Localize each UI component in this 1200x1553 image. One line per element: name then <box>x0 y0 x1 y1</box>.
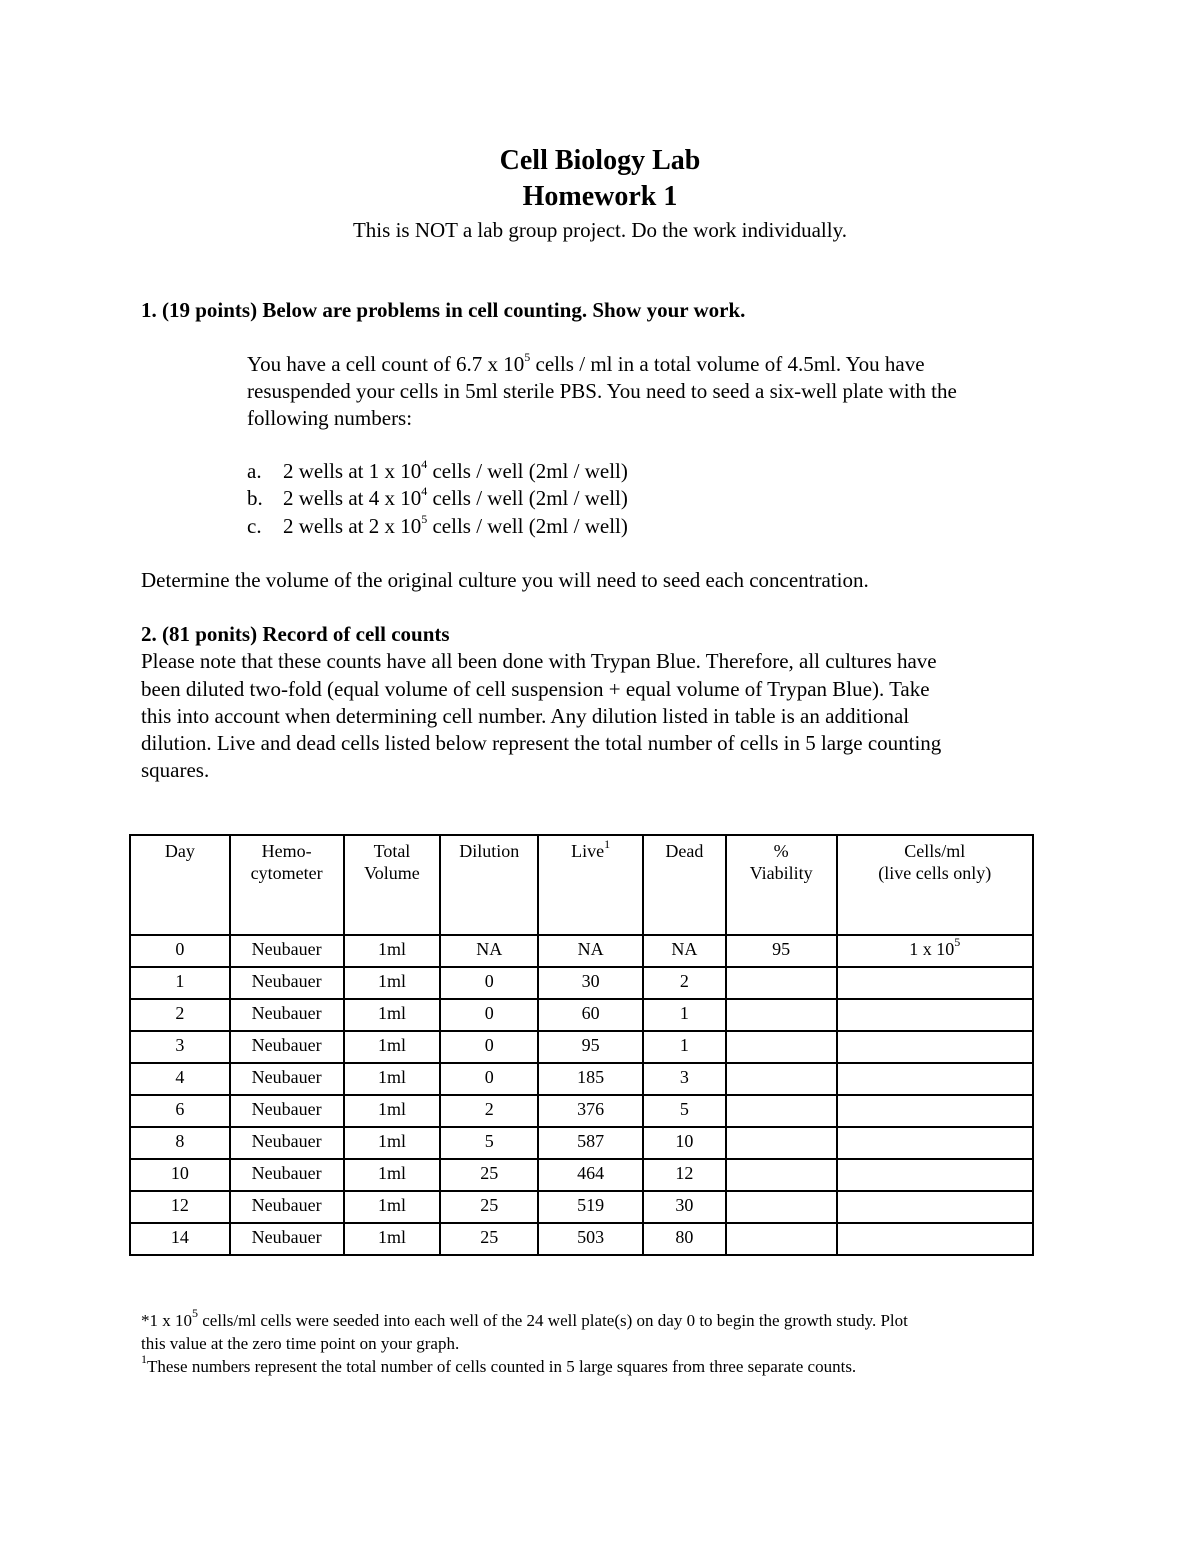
cell-volume: 1ml <box>344 1095 441 1127</box>
q1-list-item <box>247 513 628 540</box>
cell-cells-per-ml[interactable] <box>837 1031 1033 1063</box>
cell-viability[interactable] <box>726 1159 837 1191</box>
cell-dead: 1 <box>643 1031 726 1063</box>
cell-dilution: 0 <box>440 1063 538 1095</box>
cell-volume: 1ml <box>344 999 441 1031</box>
table-header-row <box>130 835 1033 935</box>
table-row <box>130 999 1033 1031</box>
footnote-exp: 5 <box>192 1306 198 1321</box>
list-text: 2 wells at 1 x 10 <box>283 459 422 483</box>
q2-para-line: Please note that these counts have all been done with Trypan Blue. Therefore, all cultures have <box>141 649 937 673</box>
q1-list-item <box>247 485 628 512</box>
cell-viability[interactable] <box>726 1223 837 1255</box>
cell-viability[interactable] <box>726 967 837 999</box>
cell-hemocytometer: Neubauer <box>230 999 344 1031</box>
list-letter: c. <box>247 514 262 538</box>
table-row <box>130 1191 1033 1223</box>
q2-heading: 2. (81 ponits) Record of cell counts <box>141 622 450 646</box>
cell-hemocytometer: Neubauer <box>230 935 344 967</box>
header-text: Viability <box>749 863 813 883</box>
q1-intro-a: You have a cell count of 6.7 x 10 <box>247 352 525 376</box>
cell-hemocytometer: Neubauer <box>230 1095 344 1127</box>
cell-dead: 30 <box>643 1191 726 1223</box>
cell-cells-per-ml[interactable] <box>837 967 1033 999</box>
q2-para-line: been diluted two-fold (equal volume of cell suspension + equal volume of Trypan Blue). Take <box>141 677 930 701</box>
cell-volume: 1ml <box>344 1223 441 1255</box>
cell-dilution: 25 <box>440 1223 538 1255</box>
page-title: Cell Biology Lab <box>499 145 701 176</box>
cell-hemocytometer: Neubauer <box>230 1063 344 1095</box>
cell-dilution: 0 <box>440 999 538 1031</box>
list-text: 2 wells at 2 x 10 <box>283 514 422 538</box>
cell-cells-per-ml[interactable] <box>837 1159 1033 1191</box>
cell-live: NA <box>538 935 643 967</box>
cell-hemocytometer: Neubauer <box>230 1159 344 1191</box>
cell-hemocytometer: Neubauer <box>230 1223 344 1255</box>
header-viability <box>726 835 837 935</box>
cell-day: 14 <box>130 1223 230 1255</box>
cell-day: 12 <box>130 1191 230 1223</box>
cell-day: 3 <box>130 1031 230 1063</box>
cell-day: 10 <box>130 1159 230 1191</box>
cell-dead: 5 <box>643 1095 726 1127</box>
instruction-text: This is NOT a lab group project. Do the work individually. <box>352 218 847 242</box>
cell-dilution: 0 <box>440 967 538 999</box>
list-exp: 4 <box>421 457 428 471</box>
cell-day: 0 <box>130 935 230 967</box>
cell-dilution: 5 <box>440 1127 538 1159</box>
cell-day: 8 <box>130 1127 230 1159</box>
q1-intro-line2: resuspended your cells in 5ml sterile PBS. You need to seed a six-well plate with the <box>247 379 957 403</box>
cell-volume: 1ml <box>344 1191 441 1223</box>
header-text: (live cells only) <box>878 863 992 883</box>
cell-dead: 1 <box>643 999 726 1031</box>
list-letter: b. <box>247 486 263 510</box>
cell-volume: 1ml <box>344 935 441 967</box>
cell-dead: 3 <box>643 1063 726 1095</box>
header-text: cytometer <box>250 863 323 883</box>
cell-day: 2 <box>130 999 230 1031</box>
list-text: cells / well (2ml / well) <box>427 514 628 538</box>
header-text: Hemo- <box>261 841 312 861</box>
cell-dilution: NA <box>440 935 538 967</box>
cell-cells-per-ml[interactable] <box>837 999 1033 1031</box>
cell-dead: 10 <box>643 1127 726 1159</box>
header-dead <box>643 835 726 935</box>
q1-intro-b: cells / ml in a total volume of 4.5ml. You have <box>530 352 925 376</box>
header-text: Day <box>164 841 195 861</box>
list-exp: 4 <box>421 484 428 498</box>
footnote-text: These numbers represent the total number of cells counted in 5 large squares from three separate counts. <box>147 1357 857 1376</box>
cell-volume: 1ml <box>344 1127 441 1159</box>
cell-day: 6 <box>130 1095 230 1127</box>
cell-hemocytometer: Neubauer <box>230 1031 344 1063</box>
cell-dead: NA <box>643 935 726 967</box>
table-row <box>130 935 1033 967</box>
q1-list-item <box>247 458 628 485</box>
cell-live: 60 <box>538 999 643 1031</box>
header-hemocytometer <box>230 835 344 935</box>
cell-volume: 1ml <box>344 967 441 999</box>
list-text: 2 wells at 4 x 10 <box>283 486 422 510</box>
table-row <box>130 1031 1033 1063</box>
cell-cells-per-ml <box>837 935 1033 967</box>
header-text: Dead <box>665 841 704 861</box>
cell-hemocytometer: Neubauer <box>230 1191 344 1223</box>
cell-dilution: 2 <box>440 1095 538 1127</box>
header-text: Cells/ml <box>904 841 966 861</box>
cell-viability[interactable] <box>726 1063 837 1095</box>
header-text: Dilution <box>459 841 520 861</box>
footnote-star <box>141 1306 1061 1332</box>
header-cells-per-ml <box>837 835 1033 935</box>
q1-heading: 1. (19 points) Below are problems in cell counting. Show your work. <box>141 298 746 322</box>
cell-cells-per-ml[interactable] <box>837 1063 1033 1095</box>
q1-intro-exp: 5 <box>524 350 531 364</box>
q2-para-line: squares. <box>141 758 210 782</box>
cell-live: 464 <box>538 1159 643 1191</box>
cell-live: 376 <box>538 1095 643 1127</box>
cell-viability: 95 <box>726 935 837 967</box>
header-text: Live <box>571 841 605 861</box>
cell-cells-per-ml[interactable] <box>837 1095 1033 1127</box>
table-row <box>130 1223 1033 1255</box>
table-row <box>130 967 1033 999</box>
cell-live: 95 <box>538 1031 643 1063</box>
cell-counts-table <box>129 834 1034 1256</box>
footnote-one <box>141 1352 1061 1378</box>
list-text: cells / well (2ml / well) <box>427 486 628 510</box>
cell-viability[interactable] <box>726 1031 837 1063</box>
table-row <box>130 1159 1033 1191</box>
cell-live: 185 <box>538 1063 643 1095</box>
q2-para-line: dilution. Live and dead cells listed below represent the total number of cells in 5 large counting <box>141 731 942 755</box>
cell-viability[interactable] <box>726 1095 837 1127</box>
list-letter: a. <box>247 459 262 483</box>
cell-cells-per-ml[interactable] <box>837 1127 1033 1159</box>
table-row <box>130 1063 1033 1095</box>
cell-cells-per-ml[interactable] <box>837 1191 1033 1223</box>
cell-live: 519 <box>538 1191 643 1223</box>
header-live <box>538 835 643 935</box>
cell-dead: 80 <box>643 1223 726 1255</box>
cell-dead: 12 <box>643 1159 726 1191</box>
list-exp: 5 <box>421 512 428 526</box>
cell-day: 4 <box>130 1063 230 1095</box>
header-text: Total <box>373 841 411 861</box>
cell-volume: 1ml <box>344 1159 441 1191</box>
page-subtitle: Homework 1 <box>522 181 678 212</box>
q2-para-line: this into account when determining cell number. Any dilution listed in table is an additional <box>141 704 910 728</box>
cell-dilution: 25 <box>440 1191 538 1223</box>
footnote-star-line2: this value at the zero time point on your graph. <box>141 1334 460 1353</box>
cell-viability[interactable] <box>726 1191 837 1223</box>
footnote-text: cells/ml cells were seeded into each well of the 24 well plate(s) on day 0 to begin the growth study. Plot <box>198 1311 908 1330</box>
table-row <box>130 1095 1033 1127</box>
footnote-mark: * <box>141 1311 150 1330</box>
cell-day: 1 <box>130 967 230 999</box>
header-sup: 1 <box>604 837 611 851</box>
cell-volume: 1ml <box>344 1031 441 1063</box>
cell-dilution: 0 <box>440 1031 538 1063</box>
footnote-text: 1 x 10 <box>149 1311 192 1330</box>
cell-cells-per-ml[interactable] <box>837 1223 1033 1255</box>
q1-intro-line3: following numbers: <box>247 406 413 430</box>
cell-live: 30 <box>538 967 643 999</box>
cell-dead: 2 <box>643 967 726 999</box>
cell-hemocytometer: Neubauer <box>230 1127 344 1159</box>
cell-hemocytometer: Neubauer <box>230 967 344 999</box>
header-day <box>130 835 230 935</box>
table-row <box>130 1127 1033 1159</box>
cell-exp: 5 <box>954 935 961 949</box>
cell-text: 1 x 10 <box>909 939 955 959</box>
header-text: Volume <box>364 863 420 883</box>
header-total-volume <box>344 835 441 935</box>
cell-live: 503 <box>538 1223 643 1255</box>
cell-viability[interactable] <box>726 1127 837 1159</box>
footnote-mark: 1 <box>141 1352 147 1367</box>
header-text: % <box>773 841 789 861</box>
cell-dilution: 25 <box>440 1159 538 1191</box>
header-dilution <box>440 835 538 935</box>
q1-closing: Determine the volume of the original culture you will need to seed each concentration. <box>141 568 869 592</box>
q1-intro-line1 <box>247 351 925 378</box>
cell-volume: 1ml <box>344 1063 441 1095</box>
cell-viability[interactable] <box>726 999 837 1031</box>
list-text: cells / well (2ml / well) <box>427 459 628 483</box>
cell-live: 587 <box>538 1127 643 1159</box>
